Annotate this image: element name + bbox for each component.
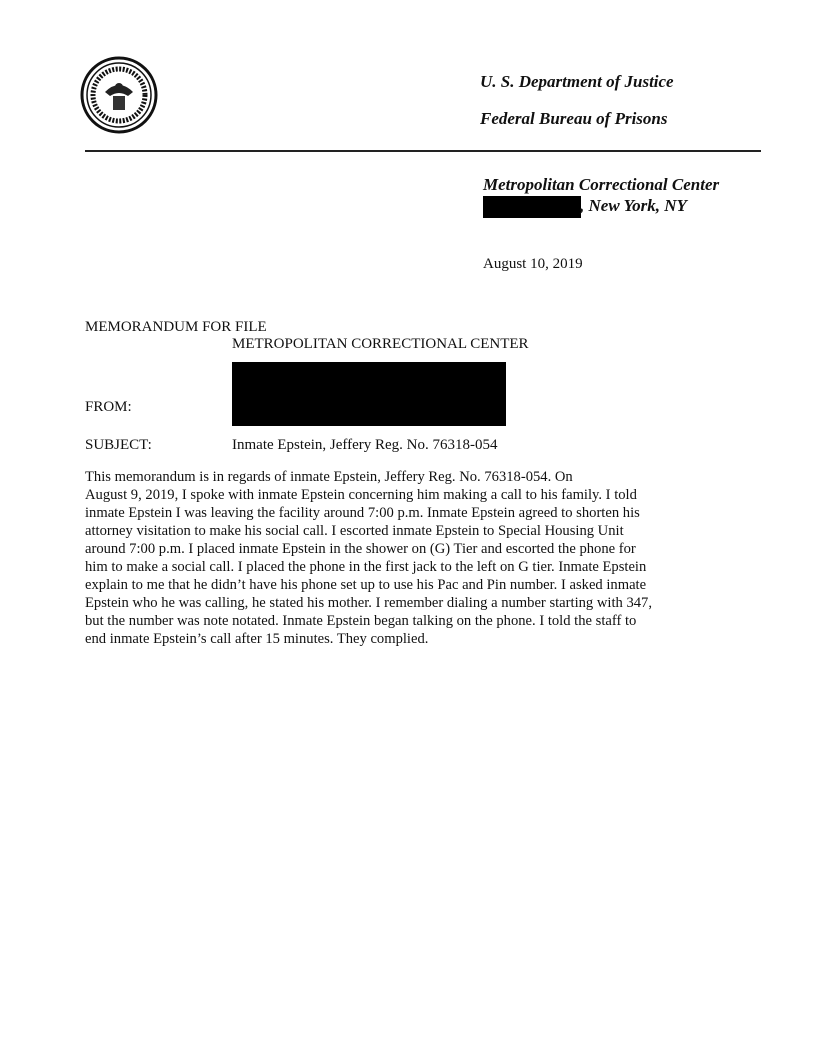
- department-name: U. S. Department of Justice: [480, 72, 674, 91]
- header-divider: [85, 150, 761, 152]
- facility-name: Metropolitan Correctional Center: [483, 175, 720, 194]
- doj-seal-icon: [80, 56, 158, 139]
- facility-city: , New York, NY: [580, 196, 687, 215]
- body-line: Epstein who he was calling, he stated his mother. I remember dialing a number starting with 347,: [85, 595, 652, 611]
- body-line: This memorandum is in regards of inmate Epstein, Jeffery Reg. No. 76318-054. On: [85, 469, 573, 485]
- from-label: FROM:: [85, 399, 132, 415]
- body-line: him to make a social call. I placed the phone in the first jack to the left on G tier. Inmate Epstein: [85, 559, 647, 575]
- memo-date: August 10, 2019: [483, 256, 583, 272]
- body-line: end inmate Epstein’s call after 15 minutes. They complied.: [85, 631, 429, 647]
- redaction-from: [232, 362, 506, 426]
- redaction-address: [483, 196, 581, 218]
- memo-heading: MEMORANDUM FOR FILE: [85, 319, 267, 335]
- subject-label: SUBJECT:: [85, 437, 152, 453]
- body-line: attorney visitation to make his social call. I escorted inmate Epstein to Special Housing Unit: [85, 523, 624, 539]
- bureau-name: Federal Bureau of Prisons: [480, 109, 668, 128]
- subject-value: Inmate Epstein, Jeffery Reg. No. 76318-054: [232, 437, 498, 453]
- body-line: around 7:00 p.m. I placed inmate Epstein in the shower on (G) Tier and escorted the phone for: [85, 541, 636, 557]
- body-line: but the number was note notated. Inmate Epstein began talking on the phone. I told the staff to: [85, 613, 637, 629]
- body-line: inmate Epstein I was leaving the facility around 7:00 p.m. Inmate Epstein agreed to shorten his: [85, 505, 640, 521]
- body-line: August 9, 2019, I spoke with inmate Epstein concerning him making a call to his family. I told: [85, 487, 637, 503]
- body-line: explain to me that he didn’t have his phone set up to use his Pac and Pin number. I asked inmate: [85, 577, 647, 593]
- memo-heading-sub: METROPOLITAN CORRECTIONAL CENTER: [232, 336, 529, 352]
